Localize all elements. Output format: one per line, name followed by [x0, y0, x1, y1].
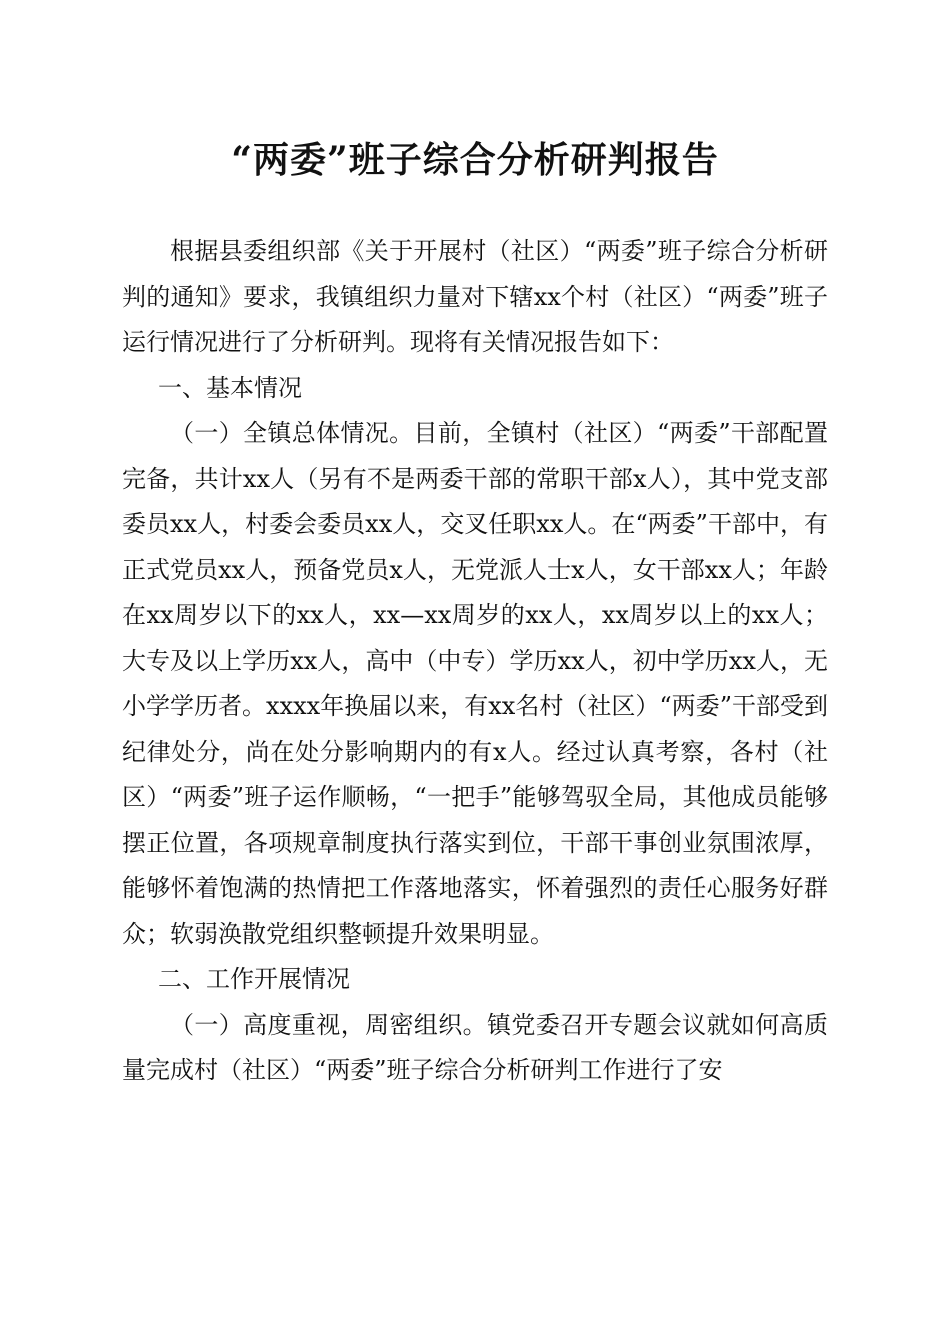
section-1-subheading-1: （一）全镇总体情况。	[170, 419, 414, 447]
document-title: “两委”班子综合分析研判报告	[231, 139, 719, 181]
intro-paragraph: 根据县委组织部《关于开展村（社区）“两委”班子综合分析研判的通知》要求，我镇组织力量对下辖xx个村（社区）“两委”班子运行情况进行了分析研判。现将有关情况报告如下：	[122, 237, 828, 356]
section-1-paragraph-1-text: 目前，全镇村（社区）“两委”干部配置完备，共计xx人（另有不是两委干部的常职干部x人），其中党支部委员xx人，村委会委员xx人，交叉任职xx人。在“两委”干部中，有正式党员xx人，预备党员x人，无党派人士x人，女干部xx人；年龄在xx周岁以下的xx人，xx—xx周岁的xx人，xx周岁以上的xx人；大专及以上学历xx人，高中（中专）学历xx人，初中学历xx人，无小学学历者。xxxx年换届以来，有xx名村（社区）“两委”干部受到纪律处分，尚在处分影响期内的有x人。经过认真考察，各村（社区）“两委”班子运作顺畅，“一把手”能够驾驭全局，其他成员能够摆正位置，各项规章制度执行落实到位，干部干事创业氛围浓厚，能够怀着饱满的热情把工作落地落实，怀着强烈的责任心服务好群众；软弱涣散党组织整顿提升效果明显。	[122, 419, 829, 948]
section-2-paragraph-1	[122, 1003, 828, 1094]
section-1-heading: 一、基本情况	[158, 373, 302, 402]
document-body	[122, 229, 828, 1094]
section-2-subheading-1: （一）高度重视，周密组织。	[170, 1010, 487, 1039]
section-1-paragraph-1	[122, 411, 828, 957]
section-2-heading: 二、工作开展情况	[158, 965, 350, 993]
section-2-paragraph-1-text: 镇党委召开专题会议就如何高质量完成村（社区）“两委”班子综合分析研判工作进行了安	[122, 1010, 828, 1084]
